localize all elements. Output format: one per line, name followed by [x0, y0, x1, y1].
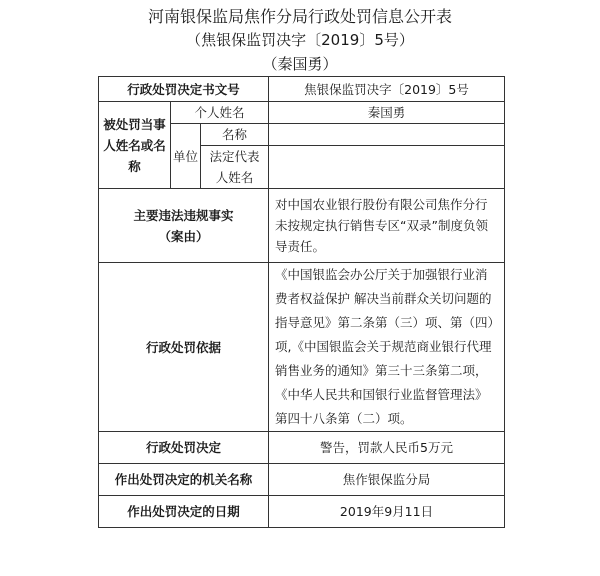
unit-label: 单位: [171, 124, 201, 189]
facts-label-line2: （案由）: [158, 228, 209, 244]
person-name-label: 个人姓名: [171, 102, 269, 124]
unit-name-label: 名称: [201, 124, 269, 146]
party-name-header: （秦国勇）: [262, 55, 338, 73]
basis-label: 行政处罚依据: [99, 263, 269, 432]
legal-rep-label: 法定代表人姓名: [201, 146, 269, 189]
table-row: [99, 464, 505, 496]
table-row: [99, 189, 505, 263]
unit-name-value: [269, 124, 505, 146]
decision-number-label: 行政处罚决定书文号: [99, 77, 269, 102]
document-number: （焦银保监罚决字〔2019〕5号）: [186, 31, 414, 49]
person-name-value: 秦国勇: [269, 102, 505, 124]
date-value: 2019年9月11日: [269, 496, 505, 528]
facts-value: 对中国农业银行股份有限公司焦作分行未按规定执行销售专区“双录”制度负领导责任。: [269, 189, 505, 263]
facts-label: [99, 189, 269, 263]
authority-label: 作出处罚决定的机关名称: [99, 464, 269, 496]
table-row: [99, 496, 505, 528]
table-row: [99, 77, 505, 102]
decision-value: 警告，罚款人民币5万元: [269, 432, 505, 464]
table-row: [99, 263, 505, 432]
party-label: 被处罚当事人姓名或名称: [99, 102, 171, 189]
basis-value: 《中国银监会办公厅关于加强银行业消费者权益保护 解决当前群众关切问题的指导意见》第二条第（三）项、第（四）项,《中国银监会关于规范商业银行代理销售业务的通知》第三十三条第二项，《中华人民共和国银行业监督管理法》第四十八条第（二）项。: [269, 263, 505, 432]
page-title: 河南银保监局焦作分局行政处罚信息公开表: [147, 7, 452, 26]
authority-value: 焦作银保监分局: [269, 464, 505, 496]
facts-label-line1: 主要违法违规事实: [133, 207, 234, 223]
table-row: [99, 432, 505, 464]
penalty-info-table: [98, 76, 505, 528]
legal-rep-value: [269, 146, 505, 189]
date-label: 作出处罚决定的日期: [99, 496, 269, 528]
table-row: [99, 102, 505, 124]
decision-label: 行政处罚决定: [99, 432, 269, 464]
decision-number-value: 焦银保监罚决字〔2019〕5号: [269, 77, 505, 102]
